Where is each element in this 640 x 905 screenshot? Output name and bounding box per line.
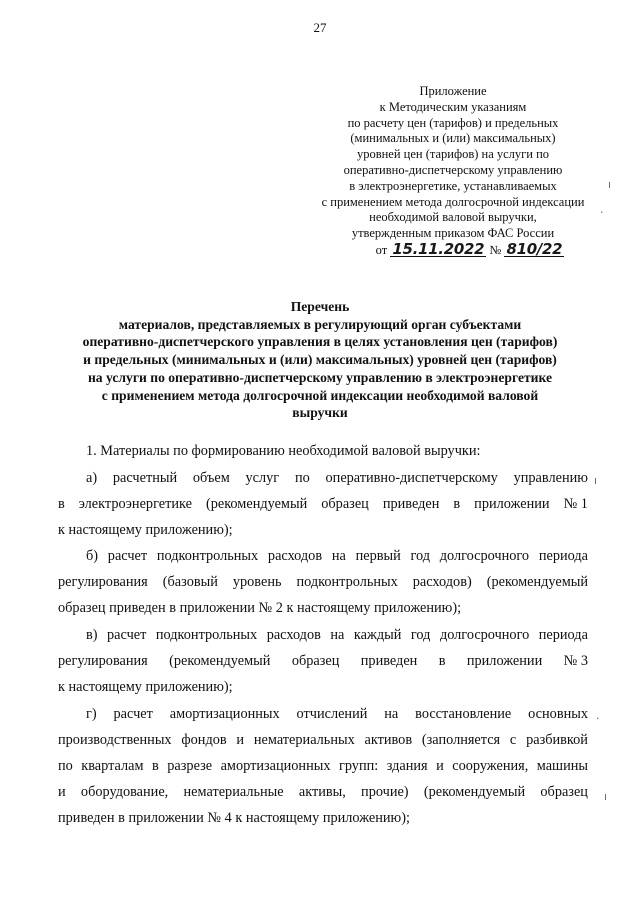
title-line: и предельных (минимальных и (или) максимальных) уровней цен (тарифов) bbox=[83, 352, 557, 368]
item-g-line bbox=[58, 730, 588, 750]
item-a-line bbox=[58, 494, 588, 514]
word: разбивкой bbox=[526, 732, 588, 748]
item-1: 1. Материалы по формированию необходимой валовой выручки: bbox=[86, 443, 481, 459]
scan-mark: ı bbox=[594, 474, 598, 487]
scan-mark: · bbox=[596, 712, 600, 725]
word: в bbox=[453, 496, 461, 512]
title-heading: Перечень bbox=[290, 299, 350, 314]
word: год bbox=[410, 548, 431, 564]
word: расходов bbox=[266, 627, 321, 643]
word: по bbox=[294, 470, 310, 486]
item-v-line bbox=[86, 625, 588, 645]
word: сооружения, bbox=[452, 758, 529, 774]
word: приведен bbox=[360, 653, 418, 669]
appendix-line: Приложение bbox=[419, 84, 487, 98]
word: здания bbox=[386, 758, 428, 774]
appendix-line: (минимальных и (или) максимальных) bbox=[350, 131, 556, 146]
word: машины bbox=[536, 758, 588, 774]
word: фондов bbox=[181, 732, 227, 748]
word: в) bbox=[86, 627, 98, 643]
item-v-line bbox=[58, 651, 588, 671]
handwritten-date: 15.11.2022 bbox=[392, 239, 485, 258]
word: расчет bbox=[107, 627, 147, 643]
item-b-line: образец приведен в приложении № 2 к настоящему приложению); bbox=[58, 600, 462, 616]
word: приведен bbox=[382, 496, 440, 512]
item-a-line: к настоящему приложению); bbox=[58, 522, 233, 538]
word: на bbox=[331, 548, 346, 564]
word: на bbox=[384, 706, 399, 722]
word: по bbox=[58, 758, 73, 774]
word: услуг bbox=[245, 470, 280, 486]
title-line: выручки bbox=[292, 405, 348, 421]
word: нематериальных bbox=[253, 732, 355, 748]
word: подконтрольных bbox=[296, 574, 398, 590]
item-g-line bbox=[58, 782, 588, 802]
word: подконтрольных bbox=[155, 627, 258, 643]
scan-mark: ı bbox=[604, 790, 608, 803]
word: г) bbox=[86, 706, 97, 722]
word: групп: bbox=[338, 758, 379, 774]
word: на bbox=[330, 627, 345, 643]
word: (рекомендуемый bbox=[169, 653, 271, 669]
appendix-line: утвержденным приказом ФАС России bbox=[351, 226, 555, 241]
word: первый bbox=[355, 548, 401, 564]
item-g-line: приведен в приложении № 4 к настоящему приложению); bbox=[58, 810, 410, 826]
word: а) bbox=[86, 470, 98, 486]
word: (рекомендуемый bbox=[486, 574, 588, 590]
word: № 1 bbox=[563, 496, 588, 512]
word: уровень bbox=[232, 574, 282, 590]
word: (рекомендуемый bbox=[423, 784, 526, 800]
word: периода bbox=[538, 548, 588, 564]
title-line: на услуги по оперативно-диспетчерскому управлению в электроэнергетике bbox=[87, 369, 553, 385]
item-a-line bbox=[86, 468, 588, 488]
page-number: 27 bbox=[313, 20, 327, 35]
word: № 3 bbox=[563, 653, 588, 669]
word: и bbox=[58, 784, 66, 800]
word: расчет bbox=[107, 548, 148, 564]
word: в bbox=[58, 496, 65, 512]
word: нематериальные bbox=[183, 784, 284, 800]
appendix-line: к Методическим указаниям bbox=[379, 99, 527, 114]
word: восстановление bbox=[415, 706, 512, 722]
word: (заполняется bbox=[421, 732, 501, 748]
title-line: оперативно-диспетчерского управления в целях установления цен (тарифов) bbox=[82, 334, 558, 350]
handwritten-number: 810/22 bbox=[506, 239, 563, 258]
scan-mark: ı bbox=[608, 178, 612, 191]
appendix-line: с применением метода долгосрочной индексации bbox=[321, 194, 585, 209]
item-b-line bbox=[58, 572, 588, 592]
word: регулирования bbox=[58, 574, 148, 590]
word: прочие) bbox=[361, 784, 409, 800]
word: разрезе bbox=[167, 758, 213, 774]
word: периода bbox=[538, 627, 588, 643]
word: расходов bbox=[267, 548, 323, 564]
word: образец bbox=[540, 784, 588, 800]
word: кварталам bbox=[81, 758, 144, 774]
word: амортизационных bbox=[169, 706, 280, 722]
document-title bbox=[40, 298, 600, 422]
word: в bbox=[438, 653, 446, 669]
word: приложении bbox=[466, 653, 543, 669]
word: долгосрочного bbox=[439, 627, 530, 643]
item-v-line: к настоящему приложению); bbox=[58, 679, 233, 695]
appendix-line: по расчету цен (тарифов) и предельных bbox=[347, 115, 559, 130]
scan-mark: · bbox=[600, 206, 604, 219]
word: расходов) bbox=[412, 574, 472, 590]
word: регулирования bbox=[58, 653, 148, 669]
number-prefix: № bbox=[489, 242, 502, 257]
word: амортизационных bbox=[220, 758, 331, 774]
word: активы, bbox=[298, 784, 346, 800]
word: управлению bbox=[513, 470, 588, 486]
word: приложении bbox=[474, 496, 550, 512]
word: основных bbox=[528, 706, 588, 722]
word: (рекомендуемый bbox=[205, 496, 308, 512]
appendix-line: оперативно-диспетчерскому управлению bbox=[343, 162, 563, 177]
word: долгосрочного bbox=[439, 548, 530, 564]
word: образец bbox=[291, 653, 340, 669]
appendix-line: в электроэнергетике, устанавливаемых bbox=[349, 178, 557, 193]
appendix-line: уровней цен (тарифов) на услуги по bbox=[356, 147, 550, 162]
title-line: материалов, представляемых в регулирующий орган субъектами bbox=[118, 316, 522, 332]
order-date-line bbox=[334, 239, 606, 259]
word: расчет bbox=[113, 706, 153, 722]
word: образец bbox=[321, 496, 369, 512]
word: электроэнергетике bbox=[78, 496, 192, 512]
word: производственных bbox=[58, 732, 172, 748]
word: (базовый bbox=[162, 574, 218, 590]
word: подконтрольных bbox=[156, 548, 259, 564]
item-g-line bbox=[58, 756, 588, 776]
word: и bbox=[436, 758, 444, 774]
word: отчислений bbox=[296, 706, 368, 722]
appendix-header bbox=[300, 84, 606, 259]
word: в bbox=[152, 758, 159, 774]
appendix-line: необходимой валовой выручки, bbox=[369, 210, 537, 225]
date-prefix: от bbox=[375, 242, 388, 257]
word: с bbox=[509, 732, 517, 748]
item-b-line bbox=[86, 546, 588, 566]
word: и bbox=[236, 732, 245, 748]
word: б) bbox=[86, 548, 99, 564]
word: каждый bbox=[353, 627, 402, 643]
word: расчетный bbox=[112, 470, 178, 486]
word: активов bbox=[364, 732, 413, 748]
item-g-line bbox=[86, 704, 588, 724]
word: оперативно-диспетчерскому bbox=[325, 470, 498, 486]
word: год bbox=[410, 627, 431, 643]
title-line: с применением метода долгосрочной индексации необходимой валовой bbox=[101, 387, 539, 403]
word: оборудование, bbox=[80, 784, 169, 800]
word: объем bbox=[192, 470, 230, 486]
